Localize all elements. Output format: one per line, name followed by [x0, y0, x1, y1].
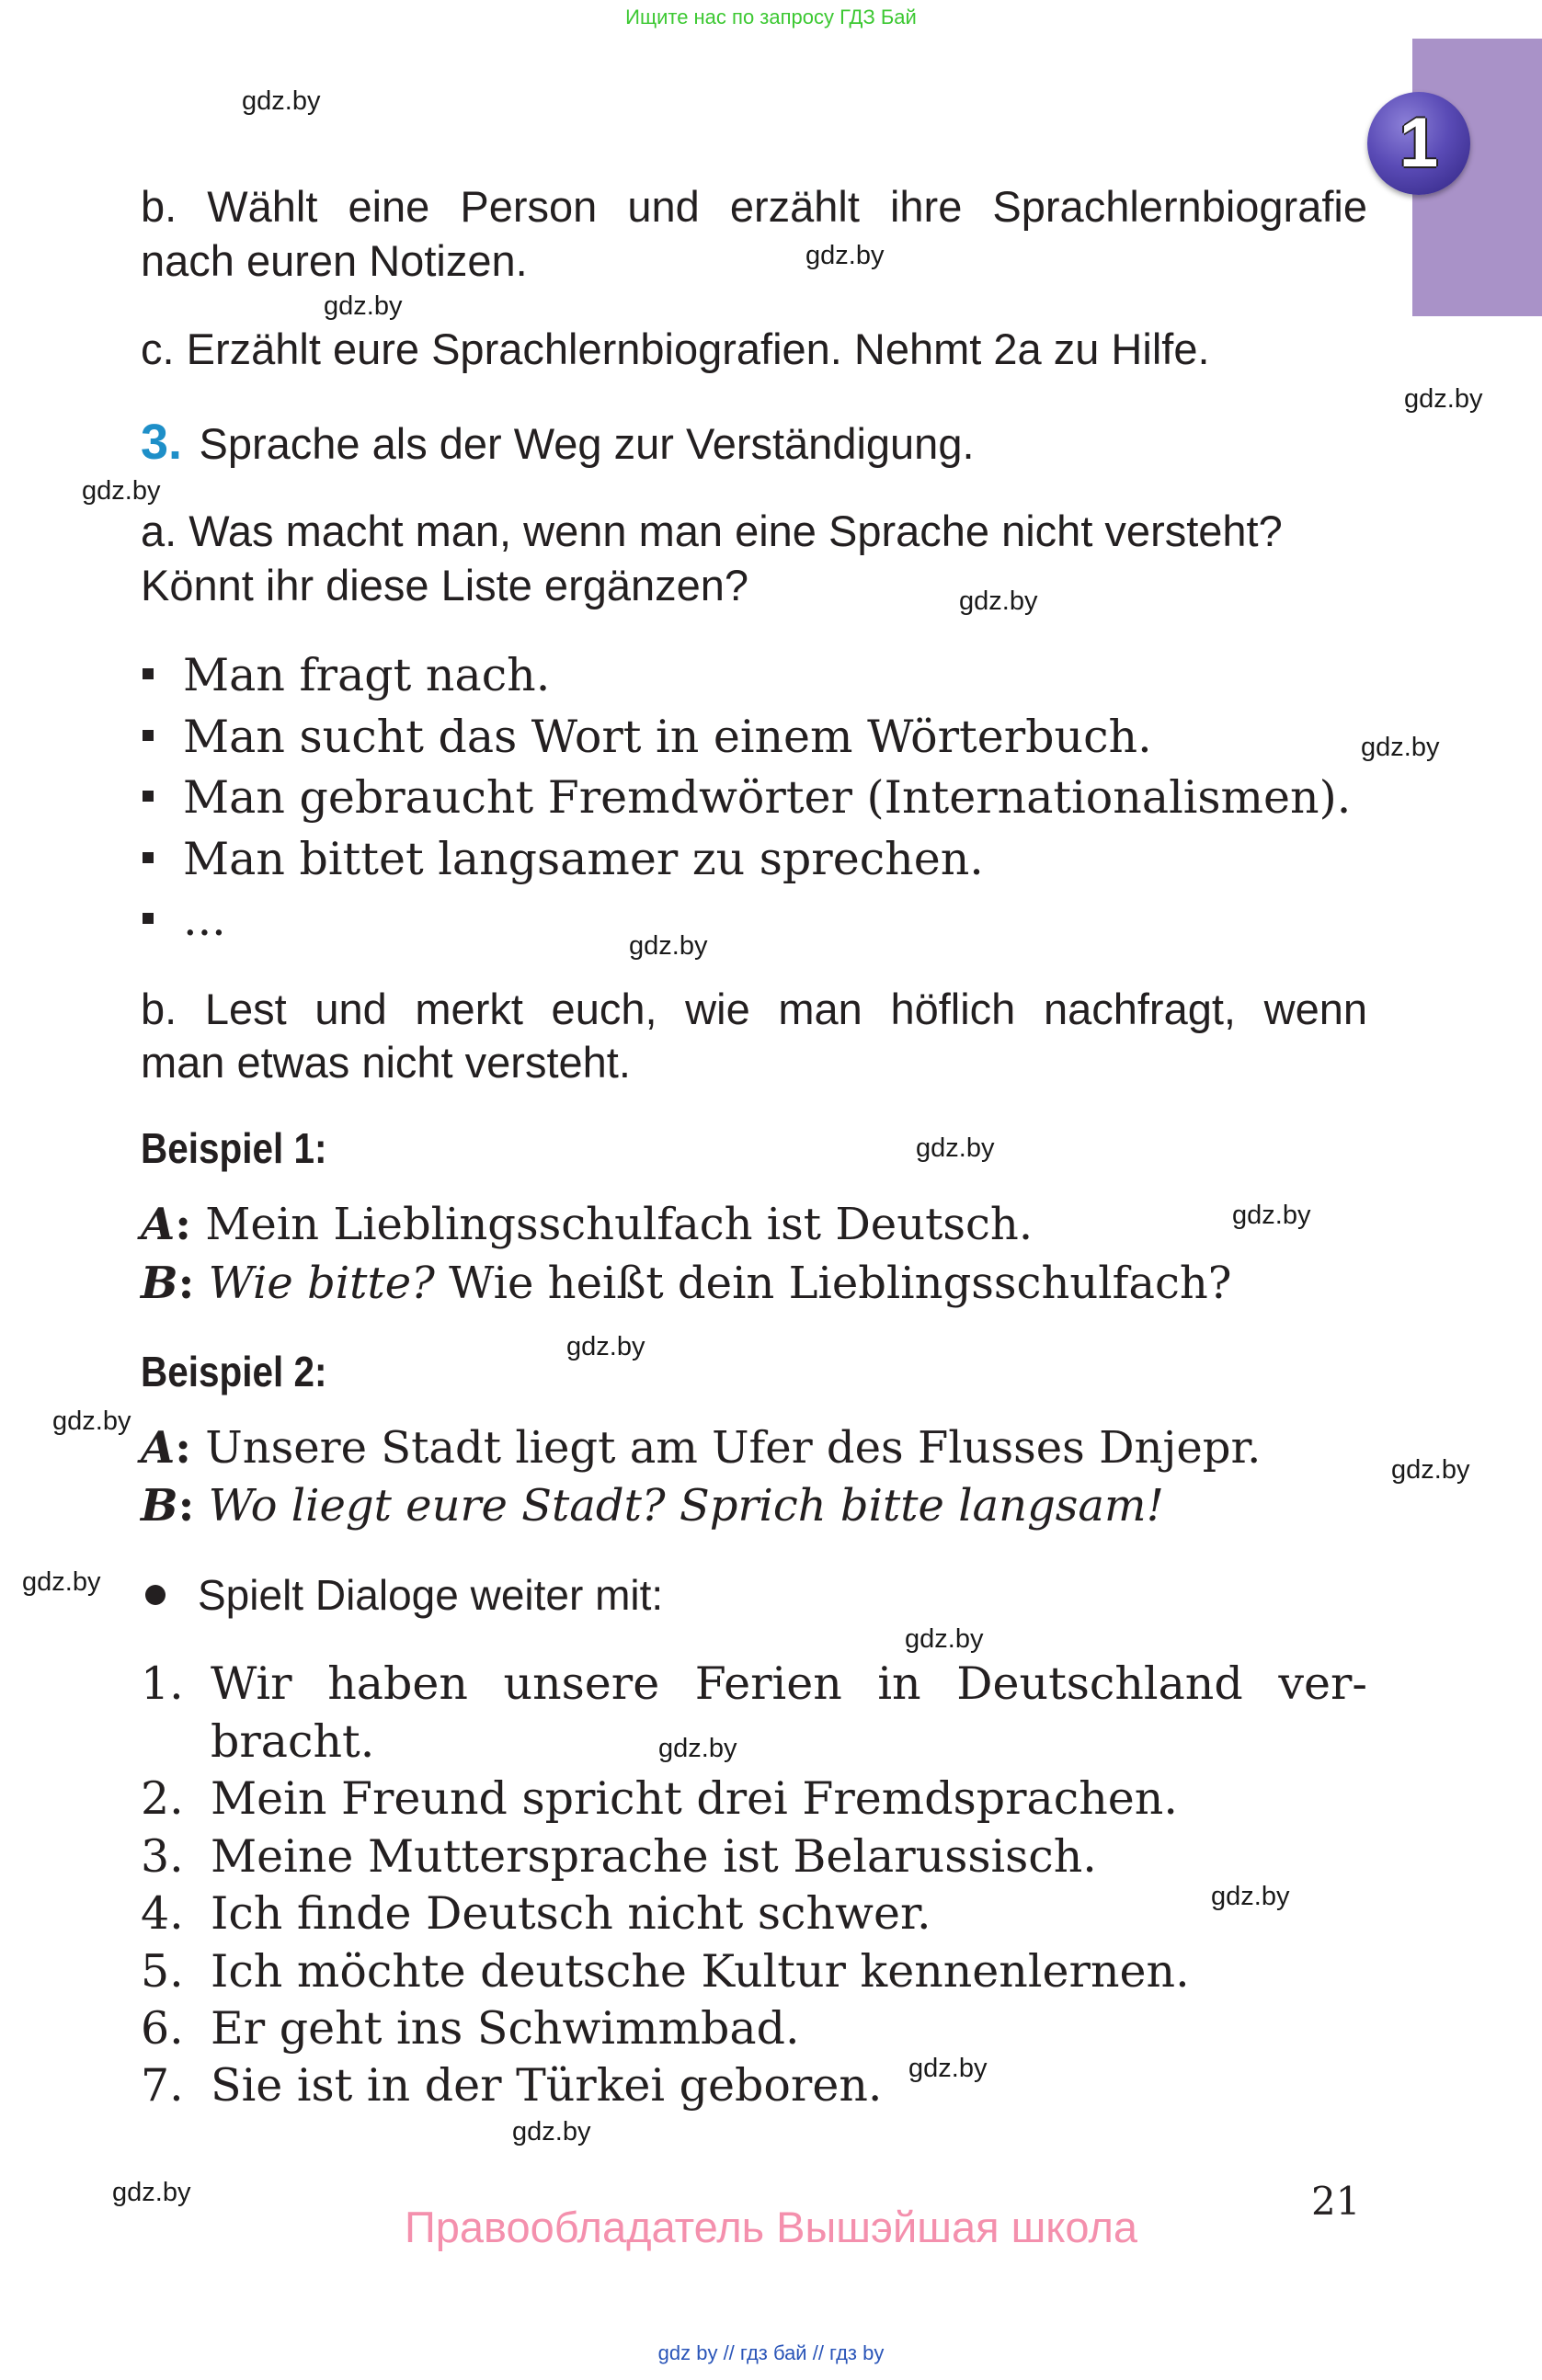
- item-number: 2.: [141, 1772, 184, 1825]
- watermark: gdz.by: [112, 2178, 191, 2207]
- item-number: 7.: [141, 2059, 184, 2112]
- list-item-text: ...: [183, 894, 226, 946]
- item-text: Meine Muttersprache ist Belarussisch.: [211, 1830, 1097, 1883]
- watermark: gdz.by: [1361, 733, 1440, 762]
- speaker-a: A: [141, 1199, 176, 1250]
- example-2-heading: Beispiel 2:: [141, 1348, 327, 1395]
- copyright-notice: Правообладатель Вышэйшая школа: [404, 2203, 1138, 2251]
- bullet-icon: [143, 852, 154, 863]
- list-item: [143, 833, 984, 885]
- numbered-item: [141, 1657, 1367, 1710]
- watermark: gdz.by: [1404, 384, 1483, 414]
- example-1-line-b: B: Wie bitte? Wie heißt dein Lieblingsschulfach?: [141, 1258, 1232, 1309]
- item-text: Ich möchte deutsche Kultur kennenlernen.: [211, 1945, 1190, 1998]
- task-instruction: Spielt Dialoge weiter mit:: [198, 1571, 664, 1619]
- example-1-line-a: A: Mein Lieblingsschulfach ist Deutsch.: [141, 1199, 1034, 1250]
- watermark: gdz.by: [22, 1567, 101, 1597]
- watermark: gdz.by: [629, 931, 708, 961]
- exercise-3b-line2: man etwas nicht versteht.: [141, 1038, 631, 1087]
- numbered-item: [141, 1772, 1178, 1825]
- watermark: gdz.by: [905, 1624, 984, 1654]
- watermark: gdz.by: [566, 1332, 645, 1361]
- dialog-question: Wo liegt eure Stadt? Sprich bitte langsam!: [208, 1480, 1164, 1532]
- exercise-2b-line1: b. Wählt eine Person und erzählt ihre Sprachlernbiografie: [141, 182, 1367, 231]
- example-2-line-b: B: Wo liegt eure Stadt? Sprich bitte langsam!: [141, 1480, 1164, 1532]
- exercise-3b-line1: b. Lest und merkt euch, wie man höflich nachfragt, wenn: [141, 985, 1367, 1033]
- watermark: gdz.by: [959, 586, 1038, 616]
- numbered-item-continuation: bracht.: [211, 1715, 375, 1768]
- item-text: Mein Freund spricht drei Fremdsprachen.: [211, 1772, 1178, 1825]
- dialog-question: Wie bitte?: [208, 1258, 435, 1309]
- speaker-a: A: [141, 1422, 176, 1474]
- list-item: [143, 649, 550, 701]
- item-number: 6.: [141, 2002, 184, 2055]
- dialog-text: Mein Lieblingsschulfach ist Deutsch.: [205, 1199, 1034, 1250]
- exercise-2c: c. Erzählt eure Sprachlernbiografien. Nehmt 2a zu Hilfe.: [141, 325, 1210, 373]
- item-number: 1.: [141, 1657, 184, 1710]
- item-number: 4.: [141, 1887, 184, 1940]
- exercise-2b-line2: nach euren Notizen.: [141, 236, 528, 285]
- top-banner: Ищите нас по запросу ГДЗ Бай: [625, 6, 917, 28]
- exercise-3-heading: [141, 414, 975, 471]
- exercise-number: 3.: [141, 415, 183, 470]
- item-text: Sie ist in der Türkei geboren.: [211, 2059, 883, 2112]
- exercise-3a-line1: a. Was macht man, wenn man eine Sprache nicht versteht?: [141, 507, 1283, 555]
- watermark: gdz.by: [916, 1133, 995, 1163]
- watermark: gdz.by: [242, 86, 321, 116]
- watermark: gdz.by: [658, 1734, 737, 1763]
- watermark: gdz.by: [324, 291, 403, 321]
- speaker-b: B: [141, 1258, 178, 1309]
- example-1-heading: Beispiel 1:: [141, 1124, 327, 1172]
- watermark: gdz.by: [805, 241, 885, 270]
- watermark: gdz.by: [82, 476, 161, 506]
- exercise-3a-line2: Könnt ihr diese Liste ergänzen?: [141, 561, 749, 609]
- item-number: 5.: [141, 1945, 184, 1998]
- bullet-icon: [143, 668, 154, 679]
- dialog-text: Unsere Stadt liegt am Ufer des Flusses Dnjepr.: [205, 1422, 1262, 1474]
- watermark: gdz.by: [1232, 1201, 1311, 1230]
- exercise-title: Sprache als der Weg zur Verständigung.: [199, 419, 975, 468]
- numbered-item: [141, 2059, 882, 2112]
- numbered-item: [141, 1945, 1190, 1998]
- dialog-text: Wie heißt dein Lieblingsschulfach?: [449, 1258, 1232, 1309]
- footer-links[interactable]: gdz by // гдз бай // гдз by: [657, 2341, 885, 2364]
- list-item-text: Man gebraucht Fremdwörter (Internationalismen).: [183, 771, 1352, 824]
- item-text: Er geht ins Schwimmbad.: [211, 2002, 800, 2055]
- numbered-item: [141, 1887, 931, 1940]
- watermark: gdz.by: [52, 1406, 131, 1436]
- watermark: gdz.by: [1211, 1882, 1290, 1911]
- example-2-line-a: A: Unsere Stadt liegt am Ufer des Flusses Dnjepr.: [141, 1422, 1262, 1474]
- chapter-badge: 1: [1367, 92, 1470, 195]
- task-bullet-icon: [145, 1585, 166, 1605]
- list-item: [143, 894, 226, 946]
- speaker-b: B: [141, 1480, 178, 1532]
- list-item-text: Man fragt nach.: [183, 649, 551, 701]
- list-item: [143, 771, 1351, 824]
- watermark: gdz.by: [512, 2117, 591, 2147]
- list-item-text: Man bittet langsamer zu sprechen.: [183, 833, 984, 885]
- page-number: 21: [1311, 2179, 1361, 2224]
- list-item-text: Man sucht das Wort in einem Wörterbuch.: [183, 711, 1152, 763]
- watermark: gdz.by: [908, 2054, 988, 2083]
- item-text: Ich finde Deutsch nicht schwer.: [211, 1887, 931, 1940]
- bullet-icon: [143, 791, 154, 802]
- numbered-item: [141, 2002, 800, 2055]
- bullet-icon: [143, 913, 154, 924]
- bullet-icon: [143, 730, 154, 741]
- numbered-item: [141, 1830, 1097, 1883]
- list-item: [143, 711, 1152, 763]
- watermark: gdz.by: [1391, 1455, 1470, 1485]
- item-number: 3.: [141, 1830, 184, 1883]
- item-text: Wir haben unsere Ferien in Deutschland ver-: [211, 1657, 1367, 1710]
